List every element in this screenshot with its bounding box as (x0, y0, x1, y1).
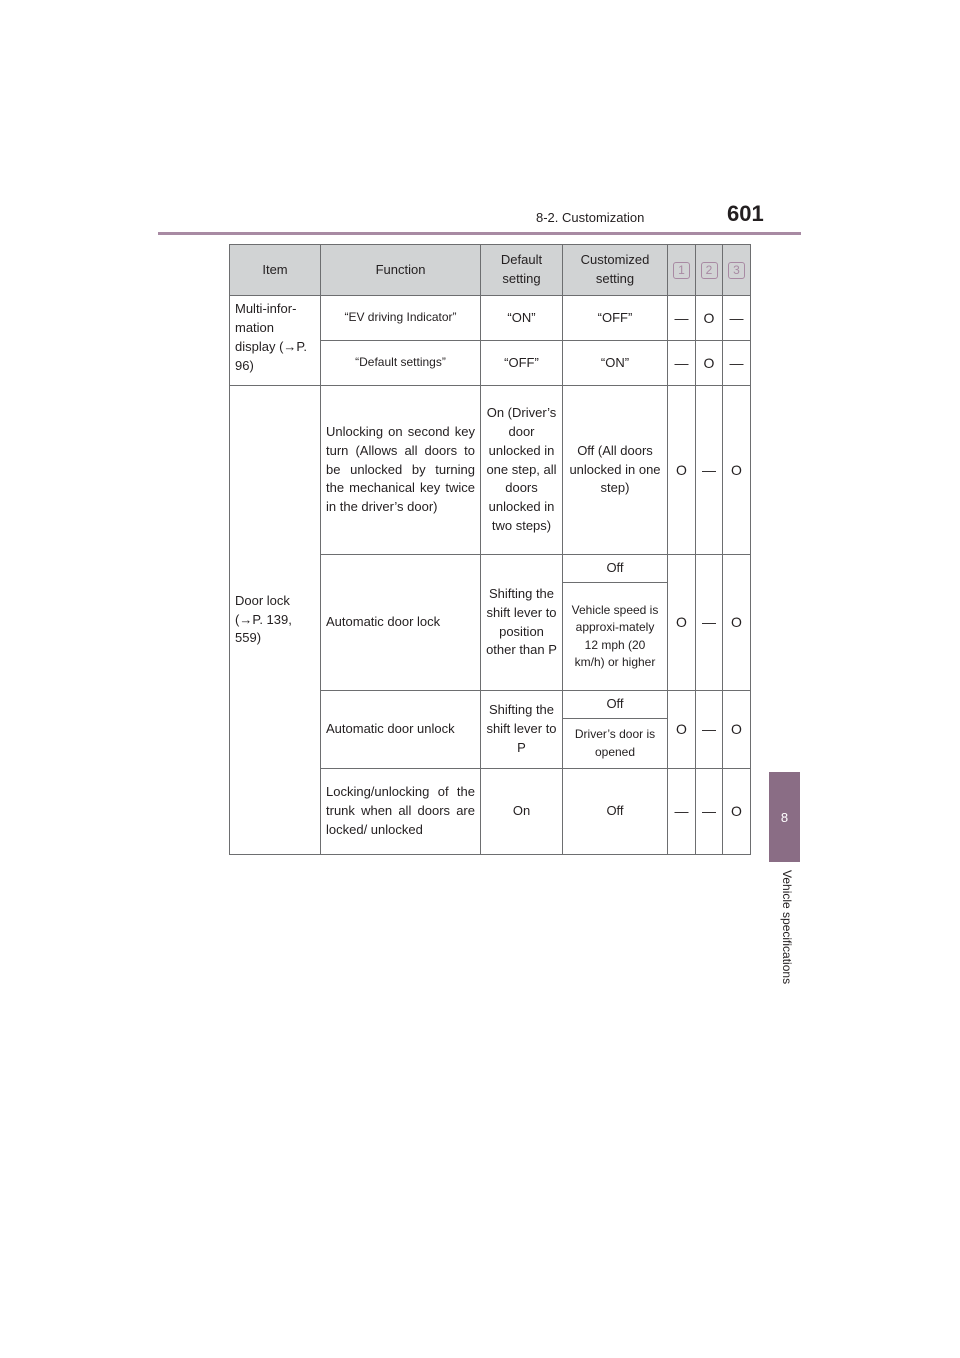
function-automatic-door-unlock: Automatic door unlock (321, 691, 481, 769)
function-trunk-lock-unlock: Locking/unlocking of the trunk when all doors are locked/ unlocked (321, 769, 481, 855)
default-value: On (481, 769, 563, 855)
function-automatic-door-lock: Automatic door lock (321, 555, 481, 691)
default-value: Shifting the shift lever to P (481, 691, 563, 769)
function-default-settings: “Default settings” (321, 341, 481, 386)
method-1-mark: — (668, 341, 696, 386)
header-customized-setting: Customized setting (563, 245, 668, 296)
method-1-mark: O (668, 691, 696, 769)
header-function: Function (321, 245, 481, 296)
method-3-mark: O (723, 555, 751, 691)
header-item: Item (230, 245, 321, 296)
method-1-mark: — (668, 769, 696, 855)
table-row (230, 386, 751, 555)
method-2-mark: O (696, 341, 723, 386)
method-1-mark: O (668, 386, 696, 555)
header-method-2 (696, 245, 723, 296)
method-2-mark: — (696, 769, 723, 855)
customization-table (229, 244, 751, 855)
method-3-mark: O (723, 769, 751, 855)
section-title: 8-2. Customization (536, 210, 645, 225)
default-value: On (Driver’s door unlocked in one step, all doors unlocked in two steps) (481, 386, 563, 555)
chapter-label: Vehicle specifications (780, 870, 794, 985)
default-value: “OFF” (481, 341, 563, 386)
table-header-row (230, 245, 751, 296)
default-value: Shifting the shift lever to position other than P (481, 555, 563, 691)
method-2-mark: O (696, 296, 723, 341)
header-method-3 (723, 245, 751, 296)
function-ev-driving-indicator: “EV driving Indicator” (321, 296, 481, 341)
method-3-mark: — (723, 296, 751, 341)
header-default-setting: Default setting (481, 245, 563, 296)
method-2-mark: — (696, 555, 723, 691)
method-2-mark: — (696, 386, 723, 555)
customized-value: Off (563, 555, 668, 583)
method-2-icon: 2 (701, 262, 718, 279)
page-number: 601 (727, 201, 764, 226)
method-2-mark: — (696, 691, 723, 769)
customized-value: Off (563, 691, 668, 719)
customized-value: Off (All doors unlocked in one step) (563, 386, 668, 555)
chapter-number: 8 (780, 809, 789, 825)
table-row (230, 296, 751, 341)
method-1-icon: 1 (673, 262, 690, 279)
item-door-lock: Door lock (→P. 139, 559) (230, 386, 321, 855)
customized-value: “ON” (563, 341, 668, 386)
customized-value: Off (563, 769, 668, 855)
function-unlocking-second-key-turn: Unlocking on second key turn (Allows all doors to be unlocked by turning the mechanical key twice in the driver’s door) (321, 386, 481, 555)
method-3-icon: 3 (728, 262, 745, 279)
customized-value: “OFF” (563, 296, 668, 341)
method-3-mark: O (723, 386, 751, 555)
method-1-mark: — (668, 296, 696, 341)
header-method-1 (668, 245, 696, 296)
method-3-mark: O (723, 691, 751, 769)
chapter-tab[interactable] (769, 772, 800, 862)
header-divider (158, 232, 801, 235)
item-multi-information-display: Multi-infor-mation display (→P. 96) (230, 296, 321, 386)
method-1-mark: O (668, 555, 696, 691)
customized-value: Vehicle speed is approxi-mately 12 mph (20 km/h) or higher (563, 583, 668, 691)
customized-value: Driver’s door is opened (563, 719, 668, 769)
default-value: “ON” (481, 296, 563, 341)
method-3-mark: — (723, 341, 751, 386)
